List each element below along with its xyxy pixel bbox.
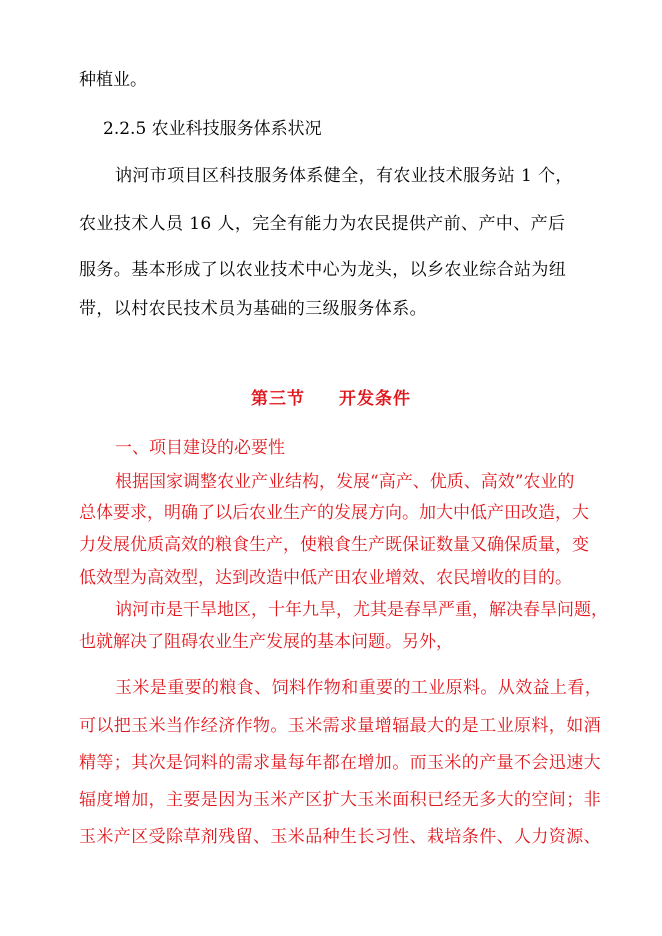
paragraph-line: 玉米产区受除草剂残留、玉米品种生长习性、栽培条件、人力资源、 [79,827,601,847]
paragraph-line: 带，以村农民技术员为基础的三级服务体系。 [79,299,427,319]
paragraph-line: 低效型为高效型，达到改造中低产田农业增效、农民增收的目的。 [79,568,572,588]
chapter-title-part2: 开发条件 [339,389,411,409]
paragraph-line: 也就解决了阻碍农业生产发展的基本问题。另外， [79,632,453,652]
paragraph-line: 种植业。 [79,70,147,90]
chapter-title [0,387,662,411]
paragraph-line: 玉米是重要的粮食、饲料作物和重要的工业原料。从效益上看， [115,678,603,698]
paragraph-line: 可以把玉米当作经济作物。玉米需求量增辐最大的是工业原料，如酒 [79,716,601,736]
section-heading: 2.2.5 农业科技服务体系状况 [103,119,322,139]
paragraph-line: 农业技术人员 16 人，完全有能力为农民提供产前、产中、产后 [79,214,566,234]
paragraph-line: 总体要求，明确了以后农业生产的发展方向。加大中低产田改造，大 [79,503,589,523]
paragraph-line: 精等；其次是饲料的需求量每年都在增加。而玉米的产量不会迅速大 [79,753,601,773]
subsection-heading: 一、项目建设的必要性 [115,438,285,458]
paragraph-line: 讷河市项目区科技服务体系健全，有农业技术服务站 1 个， [115,166,573,186]
paragraph-line: 服务。基本形成了以农业技术中心为龙头，以乡农业综合站为纽 [79,260,567,280]
paragraph-line: 力发展优质高效的粮食生产，使粮食生产既保证数量又确保质量，变 [79,535,589,555]
paragraph-line: 讷河市是干旱地区，十年九旱，尤其是春旱严重，解决春旱问题， [115,600,608,620]
paragraph-line: 辐度增加，主要是因为玉米产区扩大玉米面积已经无多大的空间；非 [79,790,601,810]
chapter-title-part1: 第三节 [251,389,305,409]
paragraph-line: 根据国家调整农业产业结构，发展“高产、优质、高效”农业的 [115,472,575,492]
